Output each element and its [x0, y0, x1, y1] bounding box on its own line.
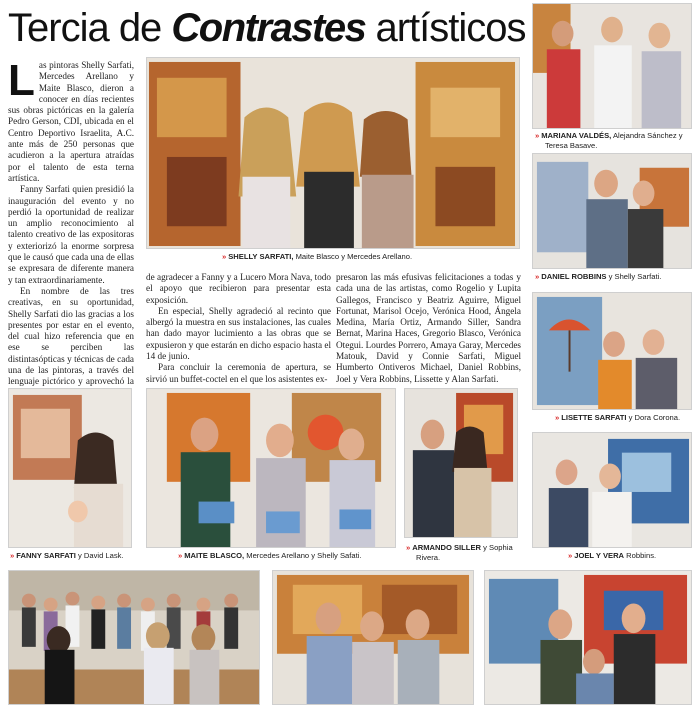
photo-daniel-robbins — [532, 153, 692, 269]
photo-joel-vera-robbins — [532, 432, 692, 548]
photo-mariana-valdes — [532, 3, 692, 129]
article-paragraph-6: Para concluir la ceremonia de apertura, se sirvió un buffet-coctel en el que los asistentes ex- — [146, 362, 331, 384]
caption-armando-siller: » ARMANDO SILLER y Sophia — [406, 543, 513, 552]
photo-group-young — [272, 570, 474, 705]
article-column-1 — [8, 56, 134, 387]
caption-mariana-valdes: » MARIANA VALDÉS, Alejandra Sánchez y — [535, 131, 683, 140]
headline-emphasis: Contrastes — [171, 6, 366, 50]
main-photo-three-painters — [146, 57, 520, 249]
article-paragraph-7: presaron las más efusivas felicitaciones a todas y cada una de las artistas, como Rogelio y Lupita Gallegos, Francisco y Beatriz Aguirre, Miguel Fortunat, Marisol Ocejo, Verónica Hood, Ángela Medina, María Ortiz, Armando Siller, Sandra Bernat, Marina Haces, Gregorio Blasco, Verónica Otegui. Lourdes Porrero, Amaya Garay, Mercedes Matouk, David y Connie Sarfati, Miguel Humberto Ontiveros Michael, Daniel Robbins, Joel y Vera Robbins, Lissette y Alan Sarfati. — [336, 272, 521, 384]
caption-mariana-valdes-line2: Teresa Basave. — [545, 141, 598, 150]
caption-main-photo: » SHELLY SARFATI, Maite Blasco y Mercedes Arellano. — [222, 252, 413, 261]
photo-lisette-sarfati — [532, 292, 692, 410]
caption-daniel-robbins: » DANIEL ROBBINS y Shelly Sarfati. — [535, 272, 662, 281]
headline — [8, 2, 528, 54]
drop-cap: L — [8, 56, 35, 105]
article-paragraph-5: En especial, Shelly agradeció al recinto que albergó la muestra en sus instalaciones, las cuales han dado mayor lucimiento a las obras que se expusieron y que estarán en dicho espacio hasta el 14 de junio. — [146, 305, 331, 362]
article-paragraph-3: En nombre de las tres creativas, en su oportunidad, Shelly Sarfati dio las gracias a los presentes por estar en el evento, del cual hizo referencia que en ese se perciben las distintasópticas y técnicas de cada una de las pintoras, a través del lenguaje pictórico y aprovechó la — [8, 285, 134, 387]
article-paragraph-2: Fanny Sarfati quien presidió la inauguración del evento y no perdió la oportunidad de realizar un amplio reconocimiento al talento creativo de las expositoras y exteriorizó la enorme sorpresa que le causó que cada una de ellas se expresara de diferente manera y tan extraordinariamente. — [8, 184, 134, 285]
article-paragraph-1: as pintoras Shelly Sarfati, Mercedes Arellano y Maite Blasco, dieron a conocer en días recientes sus obras pictóricas en la galería Pedro Gerson, CDI, ubicada en el Centro Deportivo Israelita, A.C. ante más de 250 personas que acudieron a la apertura atraídas por el talento de esta terna artística. — [8, 60, 134, 183]
headline-part1: Tercia de — [8, 6, 172, 50]
photo-maite-blasco — [146, 388, 396, 548]
headline-part2: artísticos — [365, 6, 526, 50]
caption-armando-siller-line2: Rivera. — [416, 553, 441, 562]
photo-group-paintings — [484, 570, 692, 705]
photo-armando-siller — [404, 388, 518, 538]
caption-maite-blasco: » MAITE BLASCO, Mercedes Arellano y Shelly Safati. — [178, 551, 362, 560]
article-column-2 — [146, 272, 331, 384]
article-column-3 — [336, 272, 521, 384]
caption-fanny-sarfati: » FANNY SARFATI y David Lask. — [10, 551, 124, 560]
caption-joel-vera-robbins: » JOEL Y VERA Robbins. — [568, 551, 657, 560]
article-paragraph-4: de agradecer a Fanny y a Lucero Mora Nava, todo el apoyo que recibieron para presentar esta exposición. — [146, 272, 331, 305]
caption-lisette-sarfati: » LISETTE SARFATI y Dora Corona. — [555, 413, 681, 422]
photo-crowd-gallery — [8, 570, 260, 705]
photo-fanny-sarfati — [8, 388, 132, 548]
